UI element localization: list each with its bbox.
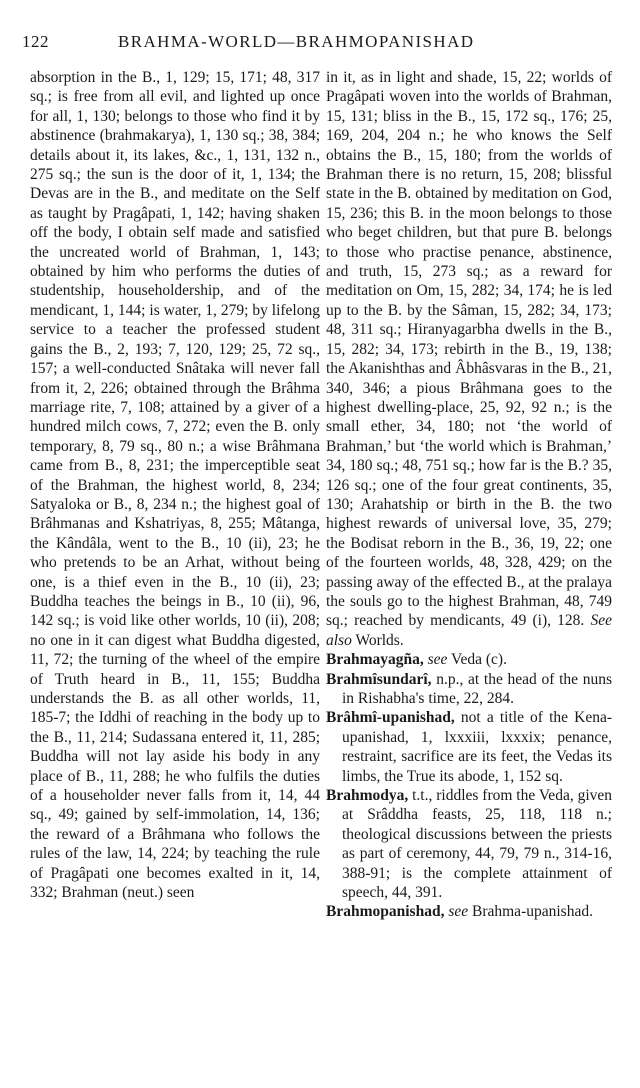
- see-also-target: Worlds.: [355, 631, 404, 649]
- index-entry: [326, 708, 612, 786]
- index-entry: [326, 670, 612, 709]
- continuation-text: in it, as in light and shade, 15, 22; worlds of Pragâpati woven into the worlds of Brahman, 15, 131; bliss in the B., 15, 172 sq., 176; 25, 169, 204, 204 n.; he who knows the Self obtains the B., 15, 180; from the worlds of Brahman there is no return, 15, 208; blissful state in the B. obtained by meditation on God, 15, 236; this B. in the moon belongs to those who beget children, but that pure B. belongs to those who practise penance, abstinence, and truth, 15, 273 sq.; as a reward for meditation on Om, 15, 282; 34, 174; he is led up to the B. by the Sâman, 15, 282; 34, 173; 48, 311 sq.; Hiranyagarbha dwells in the B., 15, 282; 34, 173; rebirth in the B., 19, 138; the Akanishthas and Âbhâsvaras in the B., 21, 340, 346; a pious Brâhmana goes to the highest dwelling-place, 25, 92, 92 n.; is the small ether, 34, 180; not ‘the world of Brahman,’ but ‘the world which is Brahman,’ 34, 180 sq.; 48, 751 sq.; how far is the B.? 35, 126 sq.; one of the four great continents, 35, 130; Arahatship or birth in the B. the two highest rewards of universal love, 35, 279; the Bodisat reborn in the B., 36, 19, 22; one of the fourteen worlds, 48, 328, 429; on the passing away of the effected B., at the pralaya the souls go to the highest Brahman, 48, 749 sq.; reached by mendicants, 49 (i), 128.: [326, 69, 612, 630]
- left-column: [30, 68, 320, 902]
- right-column: [326, 68, 612, 922]
- running-head: BRAHMA-WORLD—BRAHMOPANISHAD: [118, 32, 475, 51]
- entry-body: Brahma-upanishad.: [472, 903, 593, 921]
- entry-headword: Brahmîsundarî,: [326, 670, 432, 688]
- entry-body: not a title of the Kena-upanishad, 1, lxxxiii, lxxxix; penance, restraint, sacrifice are its feet, the Vedas its limbs, the True its abode, 1, 152 sq.: [342, 709, 612, 785]
- entry-headword: Brahmopanishad,: [326, 903, 445, 921]
- entry-body: t.t., riddles from the Veda, given at Srâddha feasts, 25, 118, 118 n.; theological discussions between the priests as part of ceremony, 44, 79, 79 n., 314-16, 388-91; is the complete attainment of speech, 44, 391.: [342, 787, 613, 902]
- index-entry: [326, 902, 612, 921]
- index-entry: [326, 786, 612, 902]
- index-entry: [326, 650, 612, 669]
- entry-headword: Brâhmî-upanishad,: [326, 709, 455, 727]
- see-also-label: See also: [326, 612, 612, 649]
- entry-body: n.p., at the head of the nuns in Rishabha's time, 22, 284.: [342, 670, 613, 707]
- entry-body: Veda (c).: [451, 651, 507, 669]
- page-number: 122: [22, 32, 49, 51]
- left-column-text: absorption in the B., 1, 129; 15, 171; 48, 317 sq.; is free from all evil, and lighted up once for all, 1, 130; belongs to those who find it by abstinence (brahmakarya), 1, 130 sq.; 38, 384; details about it, its lakes, &c., 1, 131, 132 n., 275 sq.; the sun is the door of it, 1, 134; the Devas are in the B., and meditate on the Self as taught by Pragâpati, 1, 142; having shaken off the body, I obtain self made and satisfied the uncreated world of Brahman, 1, 143; obtained by him who performs the duties of studentship, householdership, and of the mendicant, 1, 144; is water, 1, 279; by lifelong service to a teacher the professed student gains the B., 2, 193; 7, 120, 129; 25, 72 sq., 157; a well-conducted Snâtaka will never fall from it, 2, 226; obtained through the Brâhma marriage rite, 7, 108; attained by a giver of a hundred milch cows, 7, 272; even the B. only temporary, 8, 79 sq., 80 n.; a wise Brâhmana came from B., 8, 231; the imperceptible seat of the Brahman, the highest world, 8, 234; Satyaloka or B., 8, 234 n.; the highest goal of Brâhmanas and Kshatriyas, 8, 255; Mâtanga, the Kândâla, went to the B., 10 (ii), 23; he who pretends to be an Arhat, without being one, is a thief even in the B., 10 (ii), 23; Buddha teaches the beings in B., 10 (ii), 96, 142 sq.; is void like other worlds, 10 (ii), 208; no one in it can digest what Buddha digested, 11, 72; the turning of the wheel of the empire of Truth heard in B., 11, 155; Buddha understands the B. as all other worlds, 11, 185-7; the Iddhi of reaching in the body up to the B., 11, 214; Sudassana entered it, 11, 285; Buddha will not lay aside his body in any place of B., 11, 288; he who fulfils the duties of a householder never falls from it, 14, 44 sq., 49; gained by self-immolation, 14, 136; the reward of a Brâhmana who follows the rules of the law, 14, 224; by teaching the rule of Pragâpati one becomes exalted in it, 14, 332; Brahman (neut.) seen: [30, 69, 320, 902]
- entry-headword: Brahmayagña,: [326, 651, 424, 669]
- entry-see: see: [427, 651, 448, 669]
- entry-headword: Brahmodya,: [326, 787, 409, 805]
- page-header: [22, 32, 608, 60]
- right-column-continuation: [326, 68, 612, 650]
- entry-see: see: [448, 903, 469, 921]
